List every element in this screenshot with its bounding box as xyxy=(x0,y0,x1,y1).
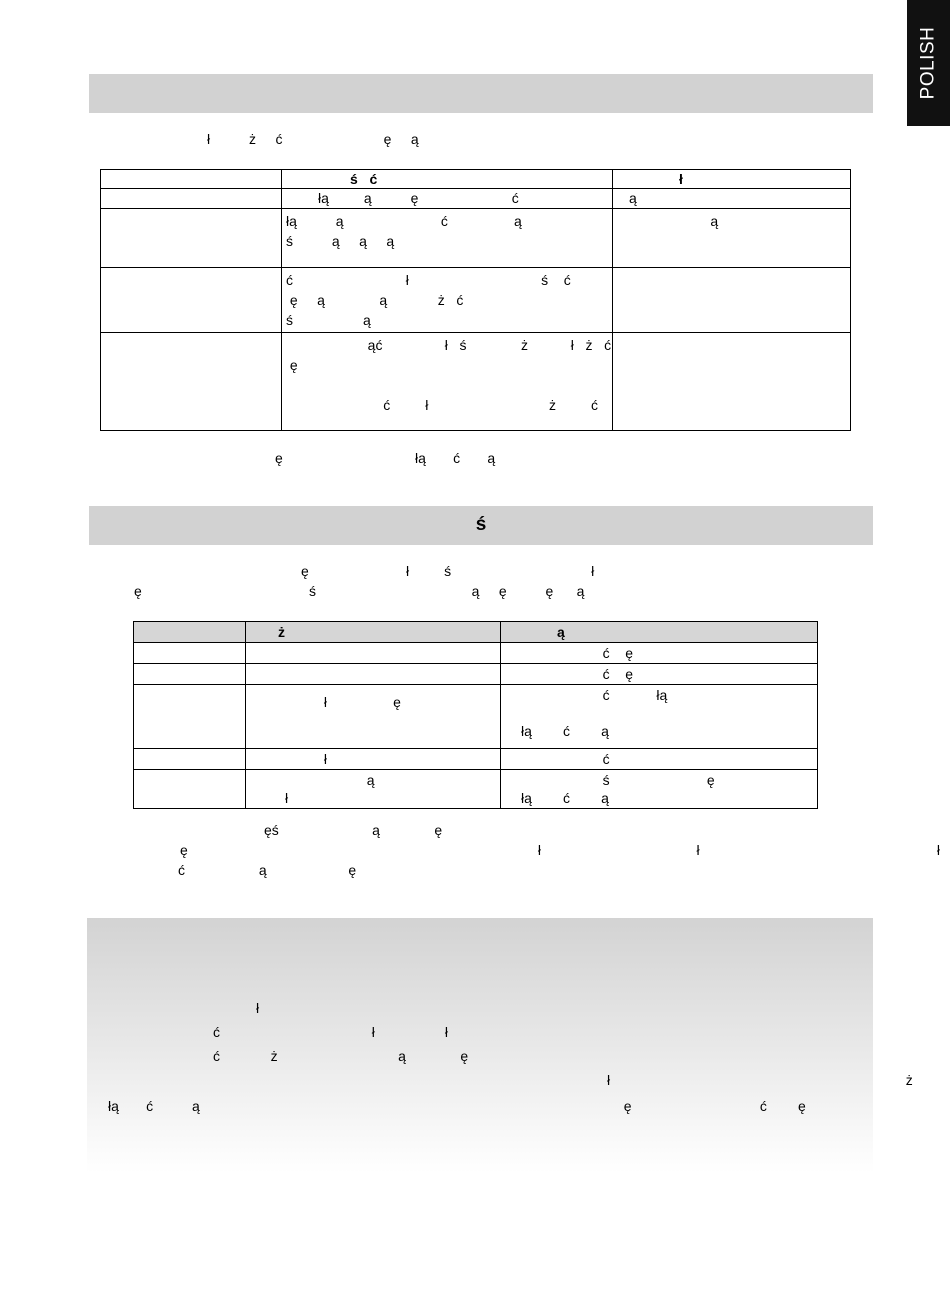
section2-intro-line1: ę ł ś ł xyxy=(301,563,595,579)
table-row xyxy=(134,643,818,664)
table-cell xyxy=(134,685,246,749)
table-cell: ć ę xyxy=(501,643,818,664)
table-row xyxy=(134,664,818,685)
table-cell xyxy=(134,664,246,685)
note-line1: ł xyxy=(256,1000,260,1016)
table-header-row xyxy=(101,170,851,189)
table-header-cell xyxy=(101,170,282,189)
section1-intro: ł ż ć ę ą xyxy=(207,131,419,147)
section2-after-line3: ć ą ę xyxy=(178,862,357,878)
language-tab xyxy=(907,0,950,126)
table-row xyxy=(101,268,851,333)
table-cell xyxy=(613,333,851,431)
section2-title: ś xyxy=(475,514,487,535)
table-cell: ł xyxy=(246,749,501,770)
table-cell: łą ą ę ć xyxy=(282,189,613,209)
table-row xyxy=(101,189,851,209)
table-cell xyxy=(101,189,282,209)
table-cell xyxy=(246,643,501,664)
table-cell xyxy=(134,749,246,770)
table-cell xyxy=(134,770,246,809)
table-header-cell: ą xyxy=(501,622,818,643)
table-cell: ć ę xyxy=(501,664,818,685)
section1-header-bar xyxy=(89,74,873,113)
table-cell: ą ł xyxy=(246,770,501,809)
table-header-cell: ż xyxy=(246,622,501,643)
table-cell: ć łą łą ć ą xyxy=(501,685,818,749)
language-tab-label: POLISH xyxy=(917,26,939,100)
note-line2: ć ł ł xyxy=(213,1024,448,1040)
note-line3: ć ż ą ę xyxy=(213,1048,469,1064)
table-cell xyxy=(101,268,282,333)
table-row xyxy=(134,749,818,770)
table-cell xyxy=(613,268,851,333)
table-header-cell: ł xyxy=(613,170,851,189)
section2-after-line1: ęś ą ę xyxy=(264,822,443,838)
table-cell: ć ł ś ć ę ą ą ż ć ś ą xyxy=(282,268,613,333)
note-line5: łą ć ą ę ć ę xyxy=(108,1098,806,1114)
table-cell xyxy=(246,664,501,685)
table-row xyxy=(134,770,818,809)
table-cell: łą ą ć ą ś ą ą ą xyxy=(282,209,613,268)
section1-footer: ę łą ć ą xyxy=(275,450,496,466)
note-line4: ł ż xyxy=(607,1072,913,1088)
section2-intro-line2: ę ś ą ę ę ą xyxy=(134,583,585,599)
table-cell: ą xyxy=(613,189,851,209)
table-cell: ś ę łą ć ą xyxy=(501,770,818,809)
note-box xyxy=(87,918,913,1173)
table-cell xyxy=(134,643,246,664)
table-row xyxy=(134,685,818,749)
section2-table xyxy=(133,621,818,809)
section1-table xyxy=(100,169,851,431)
section2-after-line2: ę ł ł ł xyxy=(180,842,941,858)
table-cell: ą xyxy=(613,209,851,268)
table-header-cell: ś ć xyxy=(282,170,613,189)
table-row xyxy=(101,333,851,431)
section2-header-bar xyxy=(89,506,873,545)
table-row xyxy=(101,209,851,268)
table-cell xyxy=(101,333,282,431)
table-cell xyxy=(101,209,282,268)
table-cell: ł ę xyxy=(246,685,501,749)
table-cell: ć xyxy=(501,749,818,770)
table-header-cell xyxy=(134,622,246,643)
table-cell: ąć ł ś ż ł ż ć ę ć ł ż ć xyxy=(282,333,613,431)
table-header-row xyxy=(134,622,818,643)
